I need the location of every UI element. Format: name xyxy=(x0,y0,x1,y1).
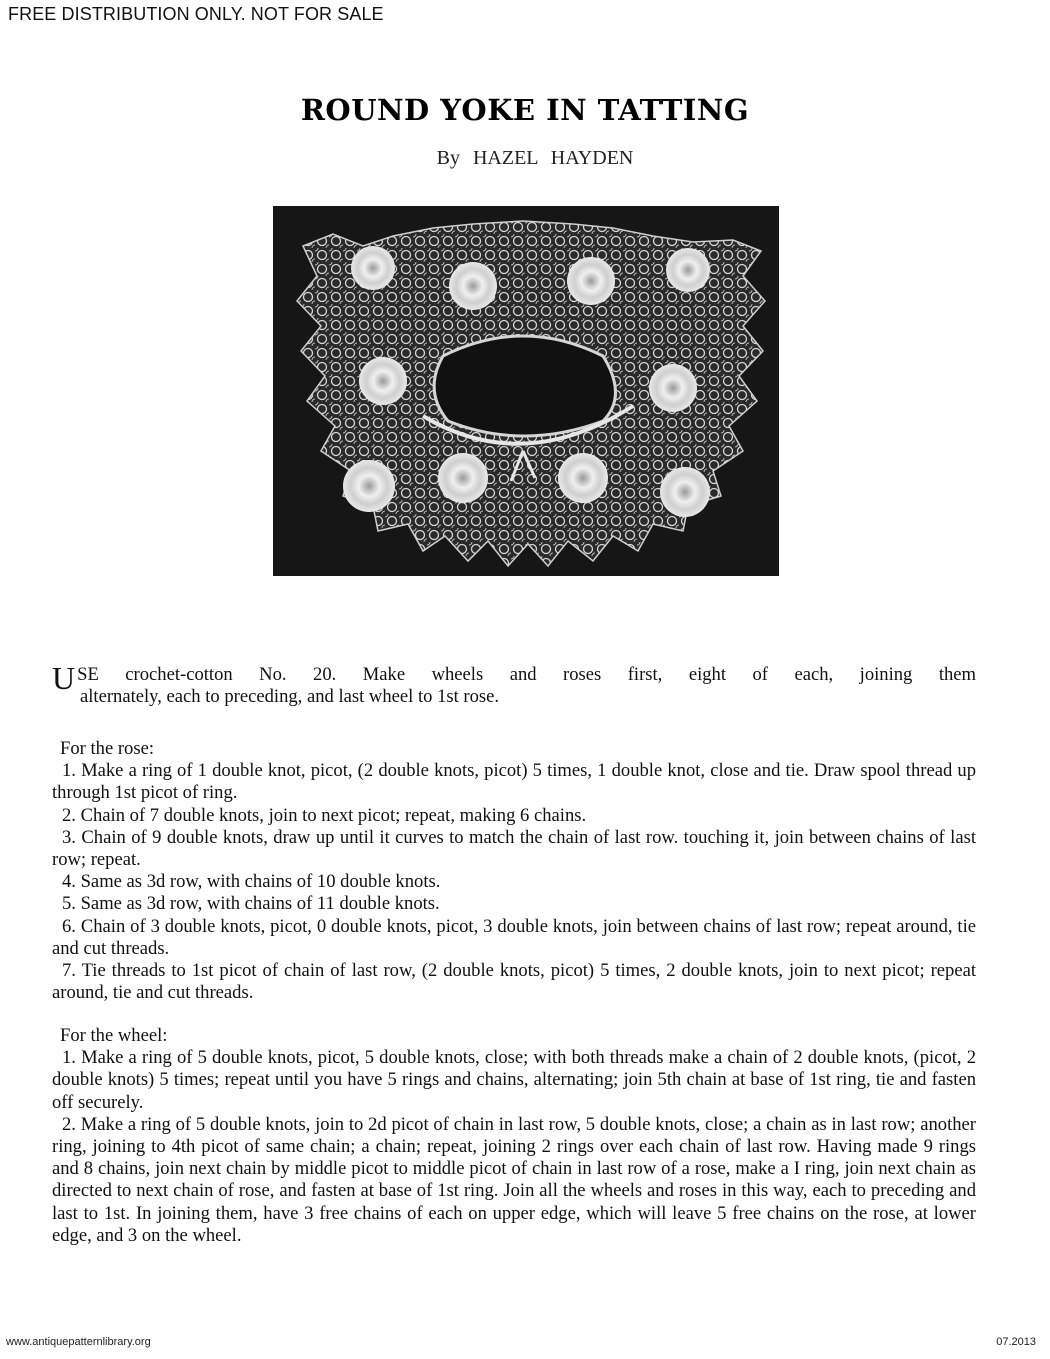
wheel-heading: For the wheel: xyxy=(60,1025,168,1046)
rose-motif xyxy=(359,357,407,405)
intro-line-1: SE crochet-cotton No. 20. Make wheels and roses first, eight of each, joining them xyxy=(77,664,976,685)
rose-motif xyxy=(438,453,488,503)
rose-step: 2. Chain of 7 double knots, join to next picot; repeat, making 6 chains. xyxy=(62,804,587,826)
rose-motif xyxy=(351,246,395,290)
rose-step: 4. Same as 3d row, with chains of 10 double knots. xyxy=(62,871,441,893)
yoke-photograph xyxy=(273,206,779,576)
intro-paragraph xyxy=(52,660,976,708)
footer-website-link[interactable]: www.antiquepatternlibrary.org xyxy=(6,1336,151,1348)
rose-motif xyxy=(558,453,608,503)
drop-cap: U xyxy=(52,660,76,696)
wheel-step: 1. Make a ring of 5 double knots, picot, 5 double knots, close; with both threads make a chain of 2 double knots, (picot, 2 double knots) 5 times; repeat until you have 5 rings and chains, alternating; join 5th chain at base of 1st ring, tie and fasten off securely. xyxy=(52,1047,976,1113)
tatted-yoke-illustration xyxy=(273,206,779,576)
rose-motif xyxy=(660,467,710,517)
rose-step: 1. Make a ring of 1 double knot, picot, (2 double knots, picot) 5 times, 1 double knot, close and tie. Draw spool thread up through 1st picot of ring. xyxy=(52,760,976,804)
neck-opening xyxy=(434,336,615,436)
rose-step: 3. Chain of 9 double knots, draw up until it curves to match the chain of last row. touching it, join between chains of last row; repeat. xyxy=(52,826,976,871)
rose-heading: For the rose: xyxy=(60,738,154,759)
wheel-step: 2. Make a ring of 5 double knots, join to 2d picot of chain in last row, 5 double knots, close; a chain as in last row; another ring, joining to 4th picot of same chain; a chain; repeat, joining 2 rings over each chain of last row. Having made 9 rings and 8 chains, join next chain by middle picot to middle picot of chain in last row of a rose, make a I ring, join next chain as directed to next chain of rose, and fasten at base of 1st ring. Join all the wheels and roses in this way, each to preceding and last to 1st. In joining them, have 3 free chains of each on upper edge, which will leave 5 free chains on the rose, at lower edge, and 3 on the wheel. xyxy=(52,1113,976,1246)
rose-step: 6. Chain of 3 double knots, picot, 0 double knots, picot, 3 double knots, join between chains of last row; repeat around, tie and cut threads. xyxy=(52,915,976,959)
rose-motif xyxy=(343,460,395,512)
rose-motif xyxy=(649,364,697,412)
footer-date: 07.2013 xyxy=(996,1336,1036,1348)
rose-motif xyxy=(666,248,710,292)
rose-step: 7. Tie threads to 1st picot of chain of last row, (2 double knots, picot) 5 times, 2 double knots, join to next picot; repeat around, tie and cut threads. xyxy=(52,960,976,1004)
page-title: ROUND YOKE IN TATTING xyxy=(300,93,750,127)
distribution-banner: FREE DISTRIBUTION ONLY. NOT FOR SALE xyxy=(8,4,384,24)
author-byline: By HAZEL HAYDEN xyxy=(436,147,634,169)
rose-instructions xyxy=(52,738,976,1004)
intro-line-2: alternately, each to preceding, and last wheel to 1st rose. xyxy=(80,686,500,708)
wheel-instructions xyxy=(52,1025,976,1247)
rose-step: 5. Same as 3d row, with chains of 11 double knots. xyxy=(62,893,440,915)
rose-motif xyxy=(449,262,497,310)
rose-motif xyxy=(567,257,615,305)
